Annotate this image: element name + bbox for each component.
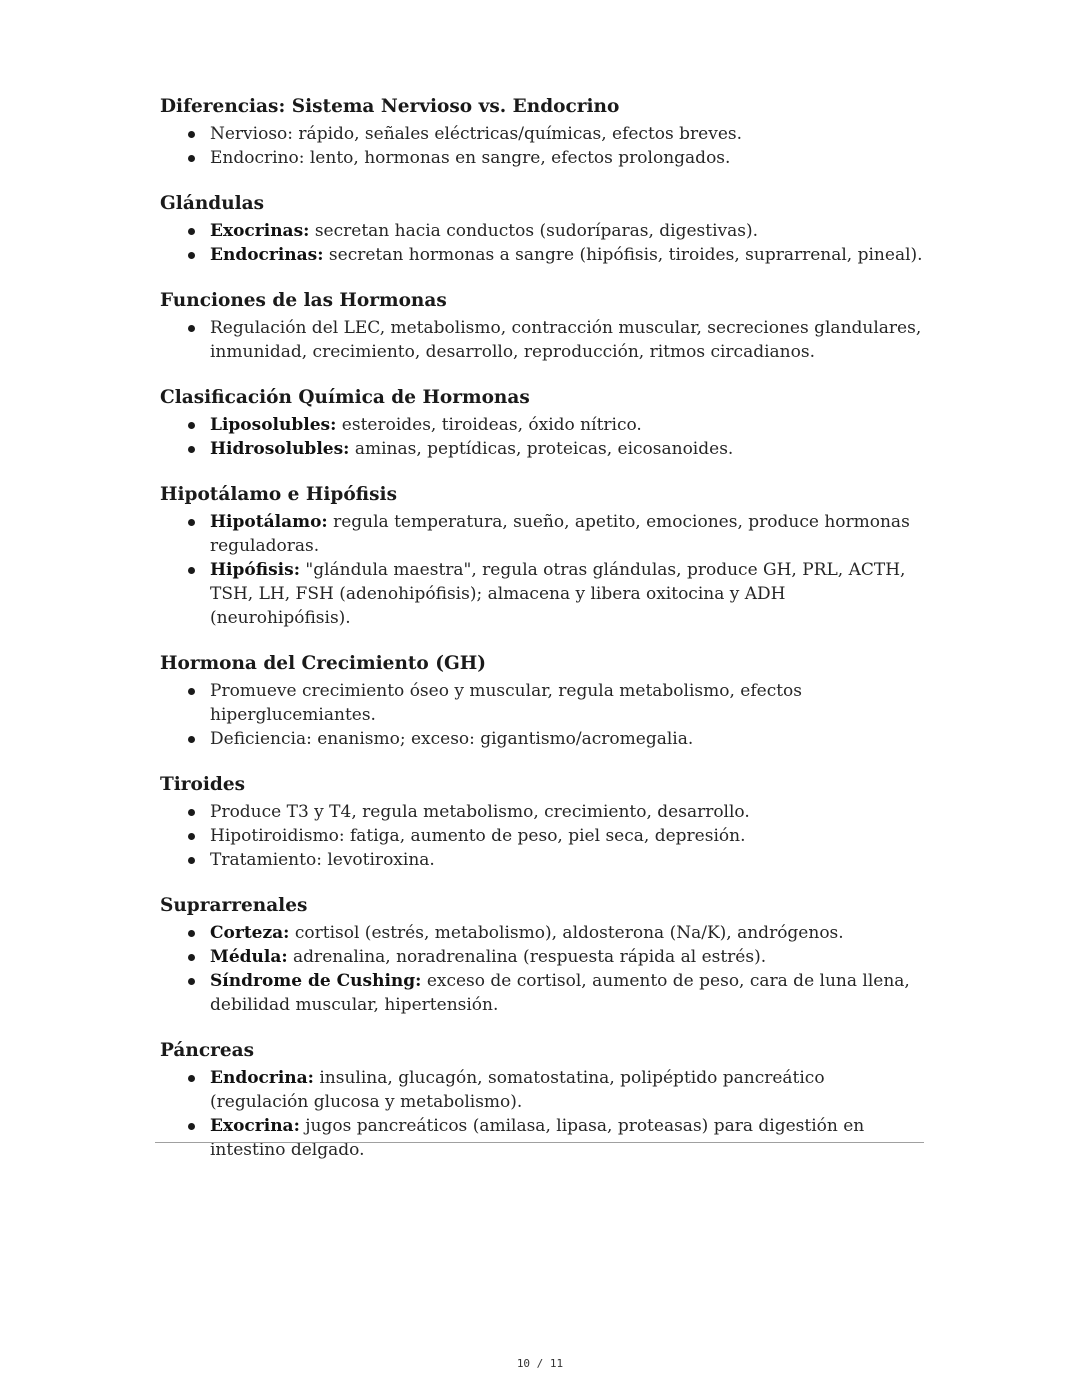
section — [160, 650, 925, 751]
bullet-list — [160, 219, 925, 267]
item-text: jugos pancreáticos (amilasa, lipasa, proteasas) para digestión en intestino delgado. — [210, 1116, 865, 1160]
section — [160, 481, 925, 630]
bullet-list — [160, 316, 925, 364]
list-item — [160, 122, 925, 146]
item-text: aminas, peptídicas, proteicas, eicosanoides. — [349, 439, 734, 459]
list-item — [160, 679, 925, 727]
list-item — [160, 437, 925, 461]
item-text: Produce T3 y T4, regula metabolismo, crecimiento, desarrollo. — [210, 802, 750, 822]
section-heading: Hormona del Crecimiento (GH) — [160, 653, 486, 674]
section — [160, 384, 925, 461]
term-label: Corteza: — [210, 923, 290, 943]
list-item — [160, 800, 925, 824]
item-text: "glándula maestra", regula otras glándulas, produce GH, PRL, ACTH, TSH, LH, FSH (adenohipófisis); almacena y libera oxitocina y ADH (neurohipófisis). — [210, 560, 906, 628]
list-item — [160, 848, 925, 872]
item-text: secretan hormonas a sangre (hipófisis, tiroides, suprarrenal, pineal). — [323, 245, 923, 265]
item-text: exceso de cortisol, aumento de peso, cara de luna llena, debilidad muscular, hipertensión. — [210, 971, 910, 1015]
item-text: secretan hacia conductos (sudoríparas, digestivas). — [309, 221, 759, 241]
item-text: cortisol (estrés, metabolismo), aldosterona (Na/K), andrógenos. — [289, 923, 844, 943]
section-heading: Tiroides — [160, 774, 246, 795]
item-text: regula temperatura, sueño, apetito, emociones, produce hormonas reguladoras. — [210, 512, 910, 556]
section — [160, 771, 925, 872]
bullet-list — [160, 510, 925, 630]
item-text: Promueve crecimiento óseo y muscular, regula metabolismo, efectos hiperglucemiantes. — [210, 681, 803, 725]
section — [160, 287, 925, 364]
term-label: Hipotálamo: — [210, 512, 328, 532]
bullet-list — [160, 413, 925, 461]
bullet-list — [160, 800, 925, 872]
page-number: 10 / 11 — [516, 1357, 564, 1370]
item-text: Nervioso: rápido, señales eléctricas/químicas, efectos breves. — [210, 124, 743, 144]
section — [160, 190, 925, 267]
term-label: Liposolubles: — [210, 415, 337, 435]
list-item — [160, 945, 925, 969]
list-item — [160, 921, 925, 945]
list-item — [160, 413, 925, 437]
item-text: Hipotiroidismo: fatiga, aumento de peso, piel seca, depresión. — [210, 826, 746, 846]
term-label: Síndrome de Cushing: — [210, 971, 422, 991]
bullet-list — [160, 679, 925, 751]
item-text: Tratamiento: levotiroxina. — [210, 850, 435, 870]
term-label: Exocrinas: — [210, 221, 310, 241]
item-text: Deficiencia: enanismo; exceso: gigantismo/acromegalia. — [210, 729, 694, 749]
section — [160, 93, 925, 170]
list-item — [160, 969, 925, 1017]
section — [160, 1037, 925, 1162]
bullet-list — [160, 921, 925, 1017]
section-heading: Clasificación Química de Hormonas — [160, 387, 530, 408]
section-heading: Diferencias: Sistema Nervioso vs. Endocrino — [160, 96, 620, 117]
term-label: Endocrina: — [210, 1068, 314, 1088]
section-heading: Glándulas — [160, 193, 265, 214]
list-item — [160, 316, 925, 364]
list-item — [160, 558, 925, 630]
bullet-list — [160, 122, 925, 170]
item-text: Endocrino: lento, hormonas en sangre, efectos prolongados. — [210, 148, 731, 168]
list-item — [160, 146, 925, 170]
item-text: insulina, glucagón, somatostatina, polipéptido pancreático (regulación glucosa y metabolismo). — [210, 1068, 825, 1112]
document-body — [160, 93, 925, 1182]
list-item — [160, 1066, 925, 1114]
term-label: Exocrina: — [210, 1116, 300, 1136]
list-item — [160, 727, 925, 751]
item-text: Regulación del LEC, metabolismo, contracción muscular, secreciones glandulares, inmunidad, crecimiento, desarrollo, reproducción, ritmos circadianos. — [210, 318, 922, 362]
section-heading: Páncreas — [160, 1040, 255, 1061]
section-heading: Funciones de las Hormonas — [160, 290, 447, 311]
list-item — [160, 219, 925, 243]
term-label: Hipófisis: — [210, 560, 300, 580]
term-label: Endocrinas: — [210, 245, 324, 265]
item-text: adrenalina, noradrenalina (respuesta rápida al estrés). — [287, 947, 767, 967]
list-item — [160, 510, 925, 558]
horizontal-divider — [155, 1142, 924, 1143]
list-item — [160, 1114, 925, 1162]
term-label: Médula: — [210, 947, 288, 967]
term-label: Hidrosolubles: — [210, 439, 350, 459]
item-text: esteroides, tiroideas, óxido nítrico. — [336, 415, 642, 435]
list-item — [160, 824, 925, 848]
list-item — [160, 243, 925, 267]
section-heading: Hipotálamo e Hipófisis — [160, 484, 397, 505]
section — [160, 892, 925, 1017]
bullet-list — [160, 1066, 925, 1162]
section-heading: Suprarrenales — [160, 895, 308, 916]
